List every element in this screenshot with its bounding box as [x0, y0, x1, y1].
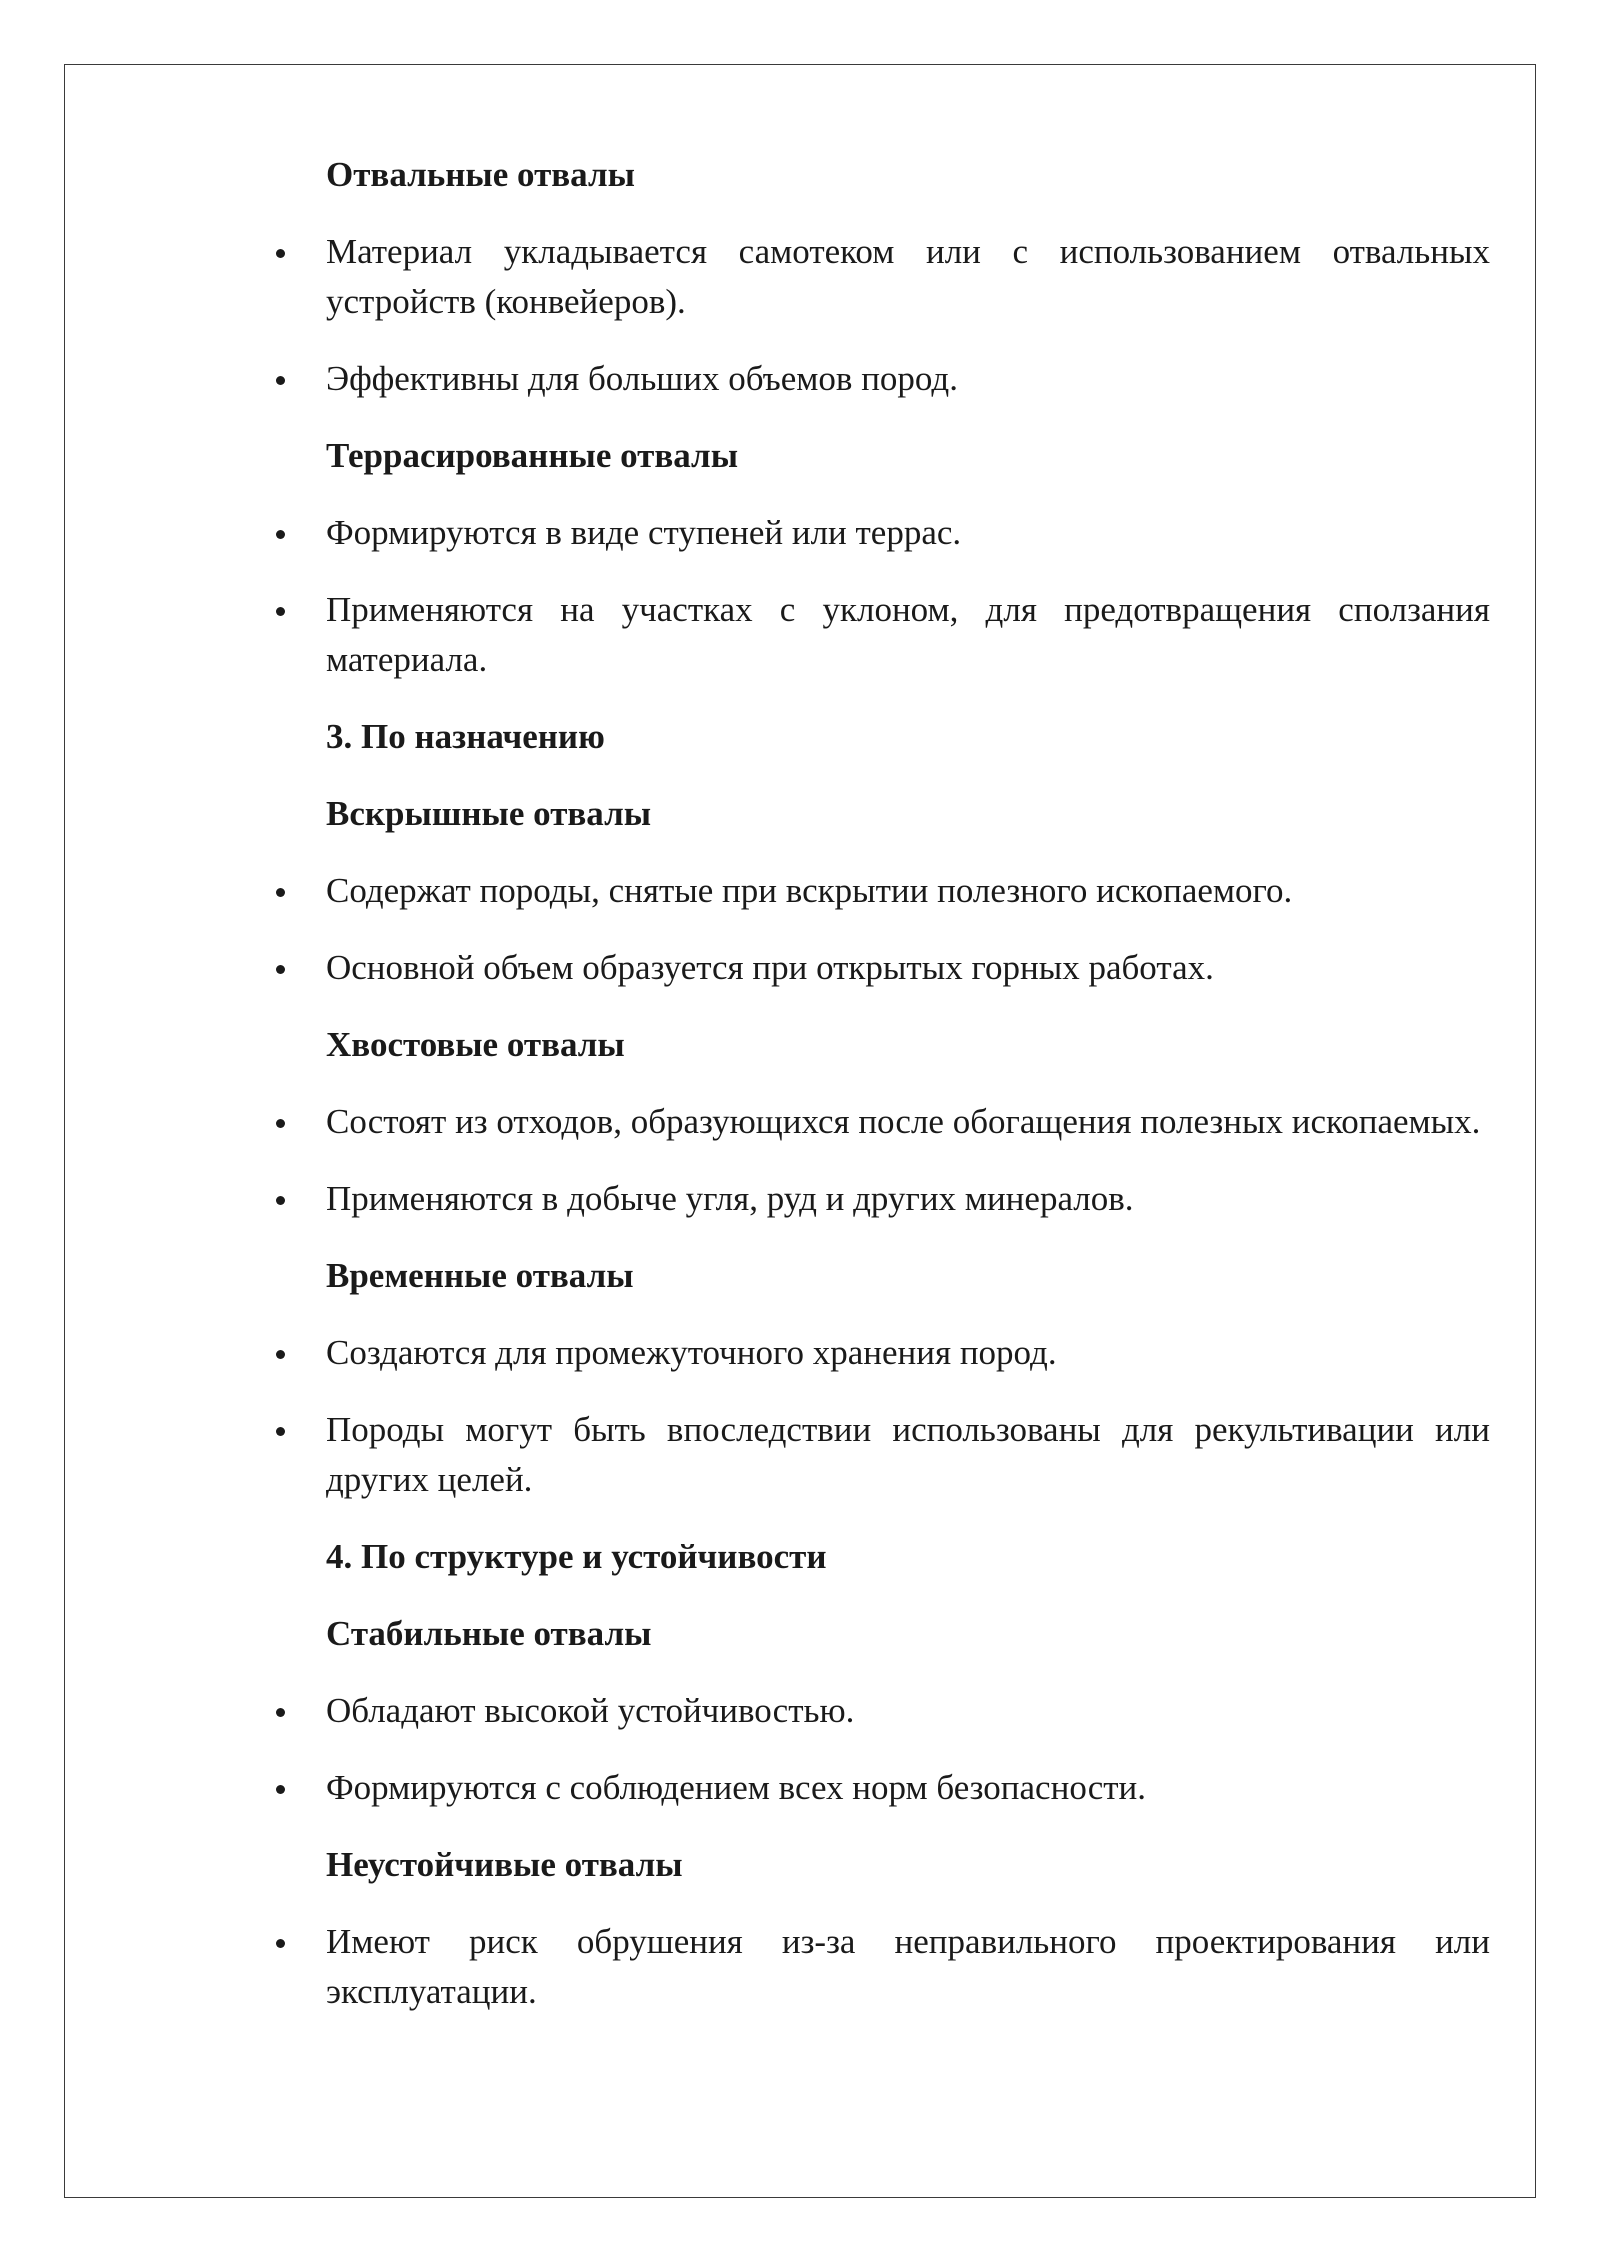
list-item-text: Применяются на участках с уклоном, для предотвращения сползания материала. [326, 590, 1490, 679]
bullet-icon [276, 376, 285, 385]
list-item-text: Породы могут быть впоследствии использованы для рекультивации или других целей. [326, 1410, 1490, 1499]
heading-dump-unstable: Неустойчивые отвалы [326, 1845, 683, 1884]
list-item-text: Формируются с соблюдением всех норм безопасности. [326, 1768, 1147, 1807]
heading-dump-stable: Стабильные отвалы [326, 1614, 652, 1653]
bullet-icon [276, 965, 285, 974]
list-item-text: Обладают высокой устойчивостью. [326, 1691, 855, 1730]
list-item-text: Имеют риск обрушения из-за неправильного проектирования или эксплуатации. [326, 1922, 1490, 2011]
list-item-text: Состоят из отходов, образующихся после обогащения полезных ископаемых. [326, 1102, 1481, 1141]
list-item [326, 1405, 1490, 1505]
document-body [326, 150, 1490, 2044]
list-item-text: Применяются в добыче угля, руд и других минералов. [326, 1179, 1134, 1218]
heading-dump-tailings: Хвостовые отвалы [326, 1025, 625, 1064]
list-item [326, 1174, 1490, 1224]
bullet-icon [276, 1119, 285, 1128]
list-item [326, 585, 1490, 685]
bullet-icon [276, 607, 285, 616]
list-item-text: Основной объем образуется при открытых горных работах. [326, 948, 1214, 987]
list-item [326, 1097, 1490, 1147]
bullet-icon [276, 530, 285, 539]
bullet-icon [276, 1196, 285, 1205]
bullet-icon [276, 1350, 285, 1359]
list-item [326, 227, 1490, 327]
list-item [326, 1328, 1490, 1378]
bullet-icon [276, 249, 285, 258]
section-heading-by-purpose: 3. По назначению [326, 717, 605, 756]
bullet-icon [276, 1939, 285, 1948]
bullet-icon [276, 1708, 285, 1717]
heading-dump-overburden: Вскрышные отвалы [326, 794, 652, 833]
bullet-icon [276, 1785, 285, 1794]
list-item-text: Содержат породы, снятые при вскрытии полезного ископаемого. [326, 871, 1293, 910]
list-item-text: Материал укладывается самотеком или с использованием отвальных устройств (конвейеров). [326, 232, 1490, 321]
heading-dump-temporary: Временные отвалы [326, 1256, 634, 1295]
heading-dump-otvalnye: Отвальные отвалы [326, 155, 635, 194]
bullet-icon [276, 888, 285, 897]
list-item [326, 1763, 1490, 1813]
list-item [326, 866, 1490, 916]
section-heading-by-structure: 4. По структуре и устойчивости [326, 1537, 827, 1576]
list-item-text: Эффективны для больших объемов пород. [326, 359, 958, 398]
list-item [326, 508, 1490, 558]
list-item [326, 1686, 1490, 1736]
list-item-text: Создаются для промежуточного хранения пород. [326, 1333, 1057, 1372]
list-item [326, 943, 1490, 993]
heading-dump-terraced: Террасированные отвалы [326, 436, 739, 475]
bullet-icon [276, 1427, 285, 1436]
list-item [326, 354, 1490, 404]
list-item [326, 1917, 1490, 2017]
list-item-text: Формируются в виде ступеней или террас. [326, 513, 962, 552]
